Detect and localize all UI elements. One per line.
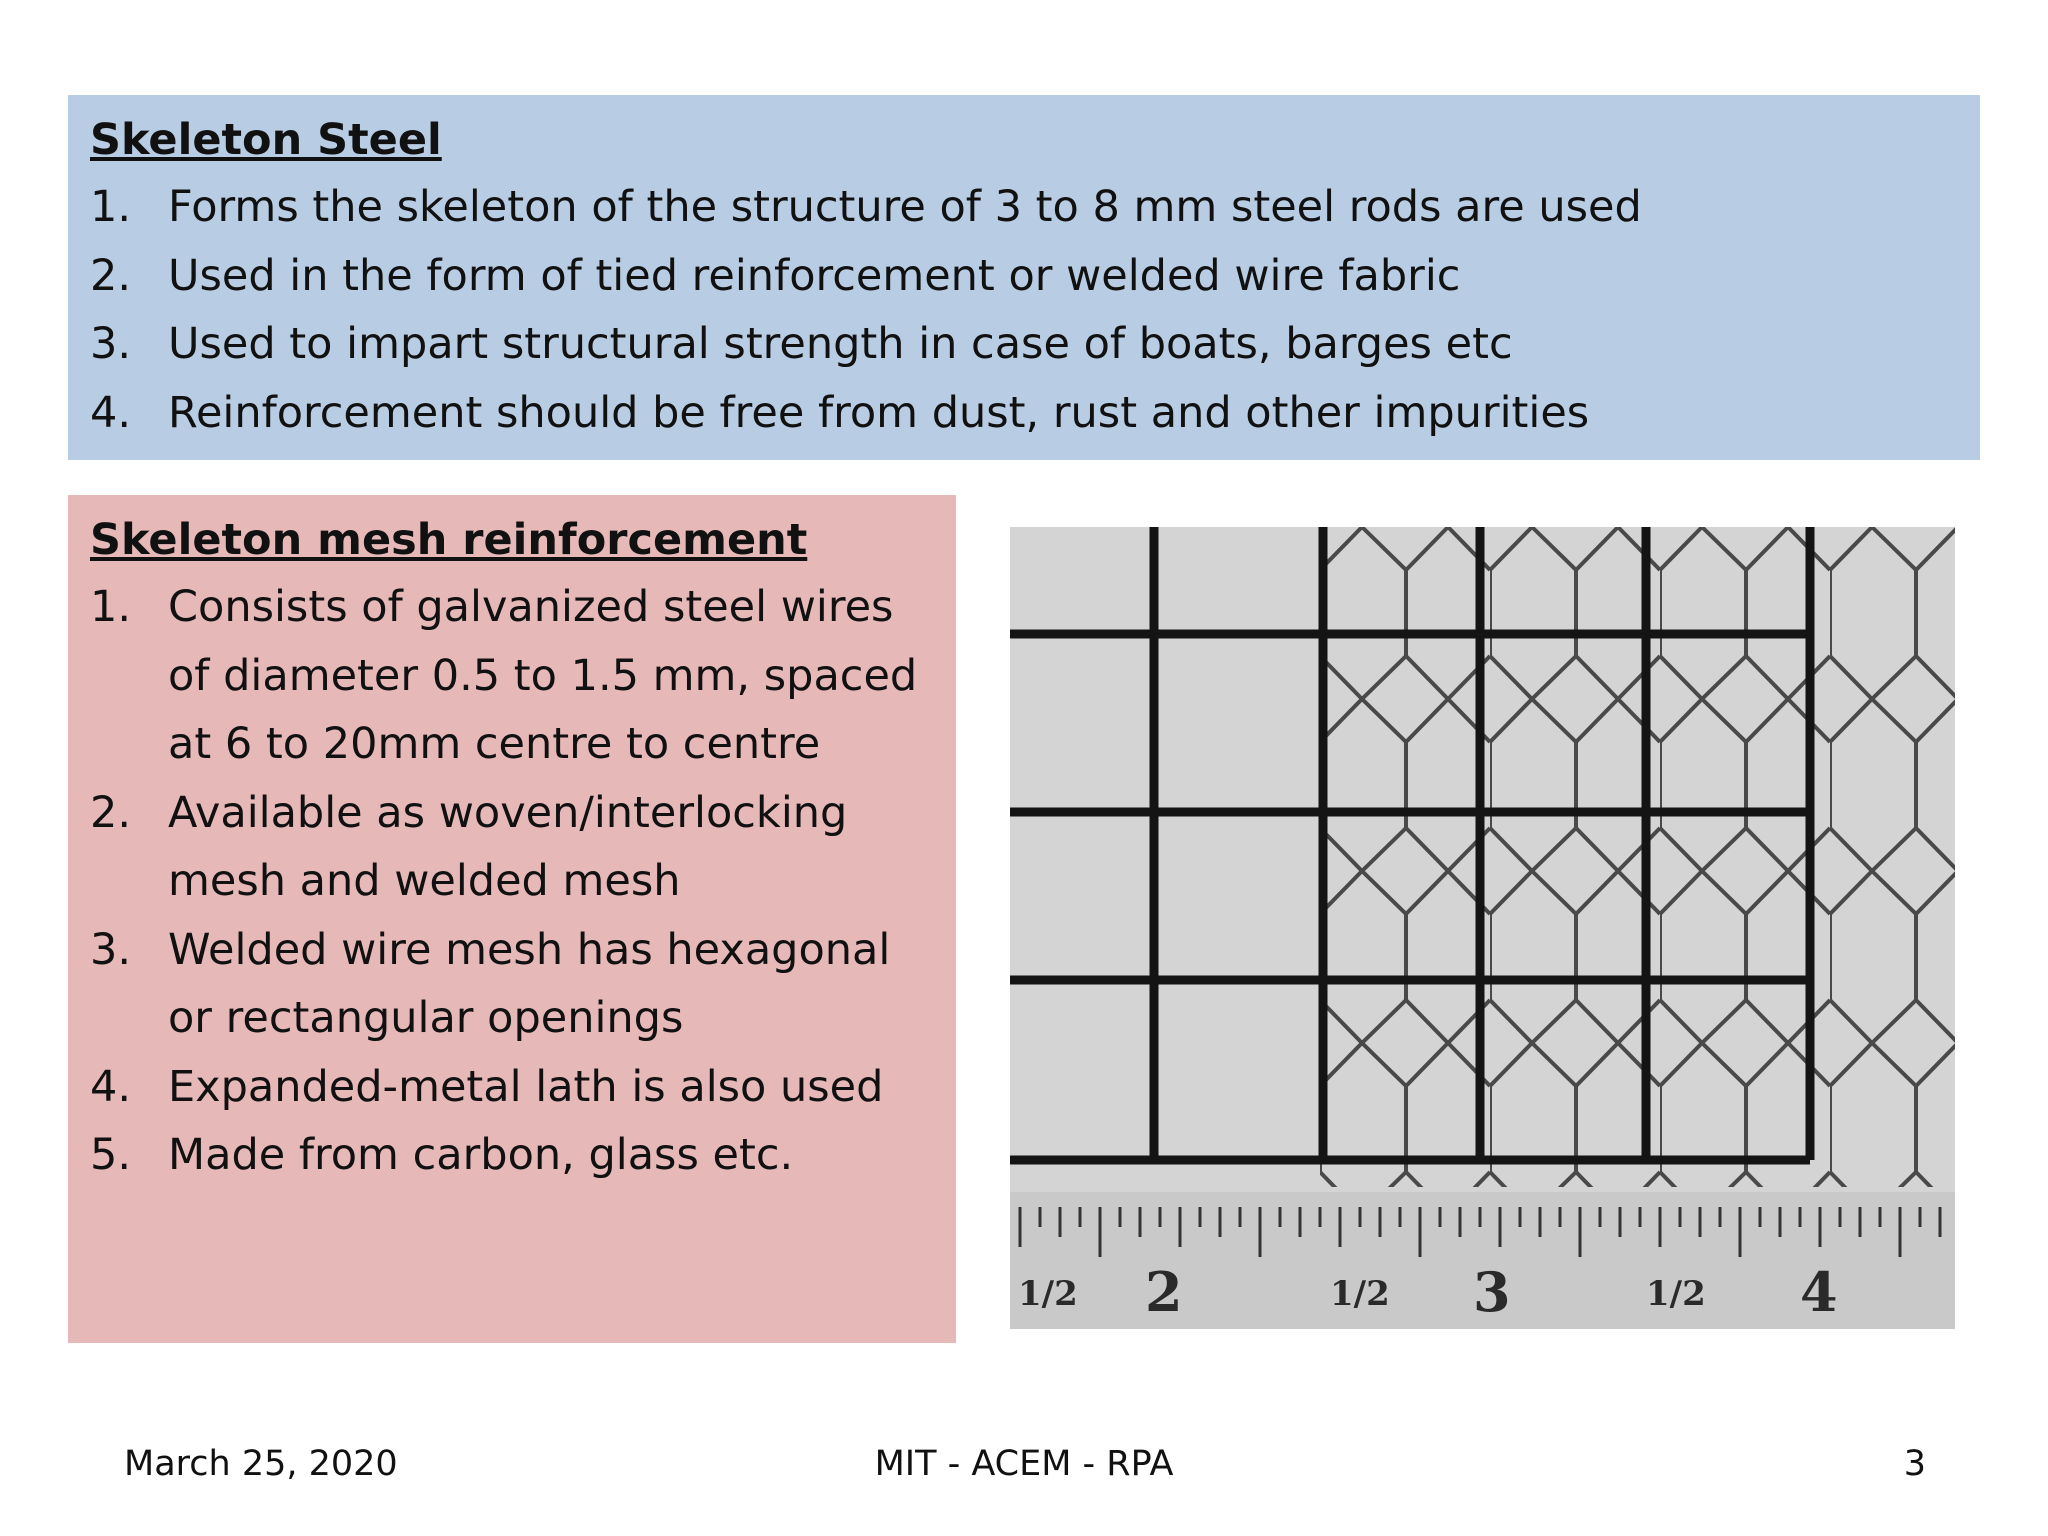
ruler-label: 3 bbox=[1473, 1260, 1511, 1324]
ruler-label: 1/2 bbox=[1646, 1274, 1706, 1314]
list-text: Expanded-metal lath is also used bbox=[168, 1061, 884, 1112]
list-text: Reinforcement should be free from dust, rust and other impurities bbox=[168, 387, 1590, 438]
list-text: Made from carbon, glass etc. bbox=[168, 1130, 794, 1180]
skeleton-steel-list bbox=[90, 173, 1958, 447]
list-item bbox=[90, 1053, 934, 1122]
footer-date: March 25, 2020 bbox=[124, 1444, 398, 1484]
list-item bbox=[90, 573, 934, 779]
ruler-label: 4 bbox=[1800, 1260, 1838, 1324]
list-number: 2. bbox=[90, 250, 132, 301]
list-item bbox=[90, 1121, 934, 1190]
list-text: Available as woven/interlocking mesh and welded mesh bbox=[168, 787, 848, 906]
ruler-label: 1/2 bbox=[1330, 1274, 1390, 1314]
list-number: 1. bbox=[90, 182, 132, 232]
list-number: 3. bbox=[90, 319, 132, 369]
skeleton-steel-heading: Skeleton Steel bbox=[90, 115, 442, 165]
list-number: 4. bbox=[90, 387, 132, 438]
list-text: Welded wire mesh has hexagonal or rectangular openings bbox=[168, 924, 891, 1043]
mesh-reinforcement-box bbox=[68, 495, 956, 1343]
ruler-label: 1/2 bbox=[1018, 1274, 1078, 1314]
hexagonal-mesh bbox=[1320, 527, 1955, 1187]
list-number: 3. bbox=[90, 924, 132, 975]
list-item bbox=[90, 379, 1958, 448]
footer-title: MIT - ACEM - RPA bbox=[874, 1444, 1174, 1484]
skeleton-steel-box bbox=[68, 95, 1980, 460]
list-item bbox=[90, 779, 934, 916]
mesh-reinforcement-list bbox=[90, 573, 934, 1190]
list-number: 4. bbox=[90, 1061, 132, 1112]
list-item bbox=[90, 310, 1958, 379]
wire-mesh-illustration bbox=[1010, 527, 1955, 1329]
list-text: Used in the form of tied reinforcement or welded wire fabric bbox=[168, 250, 1461, 301]
list-number: 5. bbox=[90, 1130, 132, 1180]
list-number: 1. bbox=[90, 582, 132, 632]
mesh-reinforcement-heading: Skeleton mesh reinforcement bbox=[90, 515, 808, 565]
list-text: Consists of galvanized steel wires of diameter 0.5 to 1.5 mm, spaced at 6 to 20mm centre to centre bbox=[168, 582, 918, 769]
ruler-label: 2 bbox=[1145, 1260, 1183, 1324]
list-text: Forms the skeleton of the structure of 3 to 8 mm steel rods are used bbox=[168, 182, 1642, 232]
wire-mesh-photo bbox=[1010, 527, 1955, 1329]
page-number: 3 bbox=[1903, 1444, 1926, 1484]
list-item bbox=[90, 242, 1958, 311]
list-number: 2. bbox=[90, 787, 132, 838]
list-item bbox=[90, 916, 934, 1053]
list-item bbox=[90, 173, 1958, 242]
list-text: Used to impart structural strength in case of boats, barges etc bbox=[168, 319, 1513, 369]
